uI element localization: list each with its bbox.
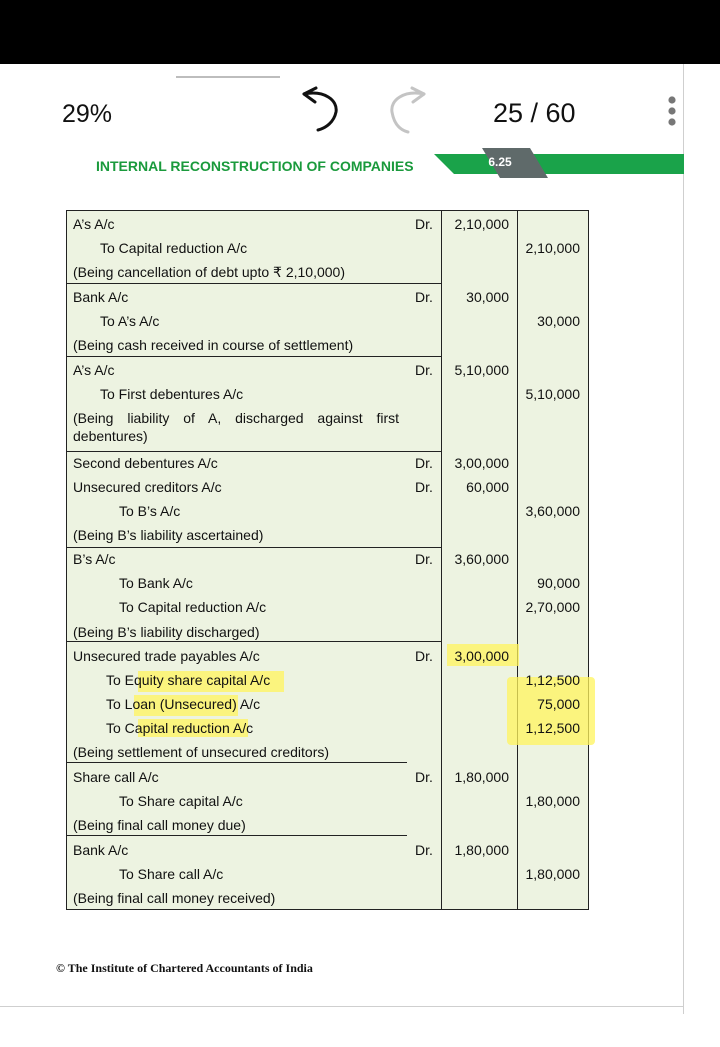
more-options-button[interactable] bbox=[662, 96, 682, 130]
page-edge bbox=[683, 64, 684, 1014]
credit-amount: 1,80,000 bbox=[525, 793, 580, 809]
credit-amount: 1,12,500 bbox=[525, 672, 580, 688]
redo-button[interactable] bbox=[386, 84, 430, 136]
debit-account: Second debentures A/c bbox=[73, 455, 218, 471]
narration: (Being final call money received) bbox=[73, 890, 276, 906]
dr-label: Dr. bbox=[415, 648, 433, 664]
debit-amount: 2,10,000 bbox=[454, 216, 509, 232]
chapter-title: INTERNAL RECONSTRUCTION OF COMPANIES bbox=[96, 158, 414, 174]
column-rule bbox=[441, 211, 442, 909]
redo-arrow-icon bbox=[386, 84, 430, 136]
debit-amount: 1,80,000 bbox=[454, 769, 509, 785]
dr-label: Dr. bbox=[415, 455, 433, 471]
debit-amount: 3,00,000 bbox=[454, 648, 509, 664]
debit-amount: 1,80,000 bbox=[454, 842, 509, 858]
credit-account: To Share call A/c bbox=[119, 866, 224, 882]
row-divider bbox=[67, 835, 407, 836]
credit-account: To Capital reduction A/c bbox=[106, 720, 254, 736]
undo-arrow-icon bbox=[298, 84, 342, 134]
credit-amount: 5,10,000 bbox=[525, 386, 580, 402]
credit-amount: 1,80,000 bbox=[525, 866, 580, 882]
credit-amount: 1,12,500 bbox=[525, 720, 580, 736]
credit-account: To Bank A/c bbox=[119, 575, 193, 591]
debit-account: A’s A/c bbox=[73, 216, 115, 232]
credit-account: To Share capital A/c bbox=[119, 793, 243, 809]
debit-account: Unsecured trade payables A/c bbox=[73, 648, 260, 664]
narration: (Being cancellation of debt upto ₹ 2,10,000) bbox=[73, 264, 345, 280]
dr-label: Dr. bbox=[415, 842, 433, 858]
narration: (Being liability of A, discharged against first debentures) bbox=[73, 410, 399, 444]
column-rule bbox=[517, 211, 518, 909]
credit-amount: 3,60,000 bbox=[525, 503, 580, 519]
dr-label: Dr. bbox=[415, 216, 433, 232]
undo-button[interactable] bbox=[298, 84, 342, 134]
debit-account: Unsecured creditors A/c bbox=[73, 479, 222, 495]
dr-label: Dr. bbox=[415, 479, 433, 495]
debit-account: Share call A/c bbox=[73, 769, 159, 785]
debit-amount: 3,60,000 bbox=[454, 551, 509, 567]
dr-label: Dr. bbox=[415, 769, 433, 785]
credit-account: To Capital reduction A/c bbox=[100, 240, 248, 256]
row-divider bbox=[67, 547, 441, 548]
credit-amount: 90,000 bbox=[537, 575, 580, 591]
top-black-bar bbox=[0, 0, 720, 64]
credit-account: To Capital reduction A/c bbox=[119, 599, 267, 615]
credit-amount: 2,10,000 bbox=[525, 240, 580, 256]
row-divider bbox=[67, 356, 441, 357]
narration: (Being B’s liability ascertained) bbox=[73, 527, 264, 543]
credit-amount: 30,000 bbox=[537, 313, 580, 329]
row-divider bbox=[67, 283, 441, 284]
page-bottom-edge bbox=[0, 1006, 684, 1007]
credit-amount: 2,70,000 bbox=[525, 599, 580, 615]
zoom-level[interactable]: 29% bbox=[62, 100, 113, 128]
journal-table bbox=[66, 210, 589, 910]
debit-account: A’s A/c bbox=[73, 362, 115, 378]
toolbar-divider bbox=[176, 76, 280, 78]
debit-account: B’s A/c bbox=[73, 551, 116, 567]
debit-amount: 60,000 bbox=[466, 479, 509, 495]
more-vertical-icon bbox=[662, 96, 682, 130]
narration: (Being cash received in course of settlement) bbox=[73, 337, 354, 353]
page-indicator: 25 / 60 bbox=[493, 98, 576, 128]
dr-label: Dr. bbox=[415, 362, 433, 378]
debit-amount: 30,000 bbox=[466, 289, 509, 305]
narration: (Being B’s liability discharged) bbox=[73, 624, 260, 640]
dr-label: Dr. bbox=[415, 551, 433, 567]
row-divider bbox=[67, 451, 441, 452]
credit-amount: 75,000 bbox=[537, 696, 580, 712]
narration: (Being final call money due) bbox=[73, 817, 246, 833]
page-number: 6.25 bbox=[488, 155, 512, 169]
row-divider bbox=[67, 641, 441, 642]
debit-account: Bank A/c bbox=[73, 842, 129, 858]
footer-copyright: © The Institute of Chartered Accountants of India bbox=[56, 961, 313, 975]
debit-amount: 5,10,000 bbox=[454, 362, 509, 378]
narration: (Being settlement of unsecured creditors) bbox=[73, 744, 330, 760]
debit-account: Bank A/c bbox=[73, 289, 129, 305]
header-band bbox=[430, 148, 684, 180]
credit-account: To B’s A/c bbox=[119, 503, 181, 519]
credit-account: To A’s A/c bbox=[100, 313, 160, 329]
debit-amount: 3,00,000 bbox=[454, 455, 509, 471]
credit-account: To Loan (Unsecured) A/c bbox=[106, 696, 261, 712]
credit-account: To First debentures A/c bbox=[100, 386, 244, 402]
credit-account: To Equity share capital A/c bbox=[106, 672, 271, 688]
dr-label: Dr. bbox=[415, 289, 433, 305]
row-divider bbox=[67, 762, 407, 763]
